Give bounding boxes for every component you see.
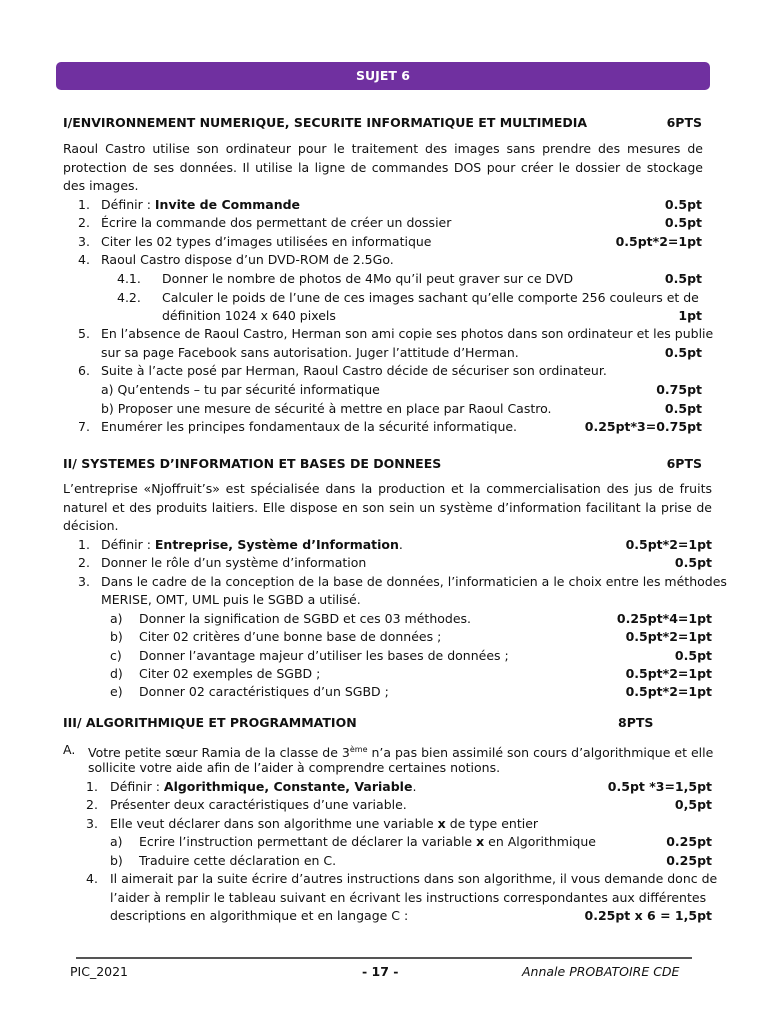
item-number: c) <box>110 648 122 663</box>
s1-q42-text-2: définition 1024 x 640 pixels <box>162 308 336 323</box>
s2-q1-points: 0.5pt*2=1pt <box>625 537 712 552</box>
section-3-title: III/ ALGORITHMIQUE ET PROGRAMMATION <box>63 715 357 730</box>
s1-q42-text-1: Calculer le poids de l’une de ces images sachant qu’elle comporte 256 couleurs et de <box>162 290 699 305</box>
item-number: 4.1. <box>117 271 141 286</box>
s3-q1-points: 0.5pt *3=1,5pt <box>607 779 712 794</box>
item-number: 1. <box>78 197 90 212</box>
item-number: 1. <box>86 779 98 794</box>
s2-qd-text: Citer 02 exemples de SGBD ; <box>139 666 321 681</box>
s2-q2-text: Donner le rôle d’un système d’information <box>101 555 367 570</box>
item-number: 4. <box>86 871 98 886</box>
section-3-points: 8PTS <box>618 715 654 730</box>
s1-q5-text-2: sur sa page Facebook sans autorisation. Juger l’attitude d’Herman. <box>101 345 519 360</box>
s1-q2-points: 0.5pt <box>664 215 702 230</box>
s3-a-text-1: Votre petite sœur Ramia de la classe de 3ème n’a pas bien assimilé son cours d’algorithmique et elle <box>88 745 714 761</box>
item-number: d) <box>110 666 123 681</box>
item-number: 2. <box>86 797 98 812</box>
item-number: 3. <box>86 816 98 831</box>
s3-q4-text-1: Il aimerait par la suite écrire d’autres instructions dans son algorithme, il vous demande donc de <box>110 871 718 886</box>
s1-q6-text: Suite à l’acte posé par Herman, Raoul Castro décide de sécuriser son ordinateur. <box>101 363 607 378</box>
subject-banner: SUJET 6 <box>56 62 710 90</box>
s2-qc-text: Donner l’avantage majeur d’utiliser les bases de données ; <box>139 648 509 663</box>
item-number: e) <box>110 684 123 699</box>
section-2-title: II/ SYSTEMES D’INFORMATION ET BASES DE DONNEES <box>63 456 442 471</box>
s3-q3-text: Elle veut déclarer dans son algorithme une variable x de type entier <box>110 816 539 831</box>
item-number: 4. <box>78 252 90 267</box>
s3-qa-points: 0.25pt <box>666 834 712 849</box>
item-number: b) <box>110 853 123 868</box>
section-2-points: 6PTS <box>666 456 702 471</box>
footer-divider <box>76 957 692 959</box>
s3-q4-text-3: descriptions en algorithmique et en langage C : <box>110 908 409 923</box>
s1-q7-points: 0.25pt*3=0.75pt <box>584 419 702 434</box>
s1-q1-text: Définir : Invite de Commande <box>101 197 301 212</box>
s3-a-text-2: sollicite votre aide afin de l’aider à comprendre certaines notions. <box>88 760 501 775</box>
s2-qe-points: 0.5pt*2=1pt <box>625 684 712 699</box>
s1-q7-text: Enumérer les principes fondamentaux de la sécurité informatique. <box>101 419 518 434</box>
item-number: 1. <box>78 537 90 552</box>
s1-q41-text: Donner le nombre de photos de 4Mo qu’il peut graver sur ce DVD <box>162 271 574 286</box>
s3-q2-text: Présenter deux caractéristiques d’une variable. <box>110 797 407 812</box>
s2-qc-points: 0.5pt <box>674 648 712 663</box>
s1-q5-points: 0.5pt <box>664 345 702 360</box>
s2-q3-text-1: Dans le cadre de la conception de la base de données, l’informaticien a le choix entre les méthodes <box>101 574 727 589</box>
item-number: 5. <box>78 326 90 341</box>
s2-q1-text: Définir : Entreprise, Système d’Information. <box>101 537 403 552</box>
s2-qd-points: 0.5pt*2=1pt <box>625 666 712 681</box>
footer-left: PIC_2021 <box>70 964 129 979</box>
s1-q4-text: Raoul Castro dispose d’un DVD-ROM de 2.5Go. <box>101 252 394 267</box>
section-2-intro: L’entreprise «Njoffruit’s» est spécialisée dans la production et la commercialisation des jus de fruits naturel et des produits laitiers. Elle dispose en son sein un système d’information facilitant la prise de décision. <box>63 481 712 533</box>
s1-q6a-text: a) Qu’entends – tu par sécurité informatique <box>101 382 380 397</box>
item-number: 6. <box>78 363 90 378</box>
s3-qb-points: 0.25pt <box>666 853 712 868</box>
s3-q1-text: Définir : Algorithmique, Constante, Variable. <box>110 779 417 794</box>
item-letter: A. <box>63 742 76 757</box>
item-number: 4.2. <box>117 290 141 305</box>
s2-qb-points: 0.5pt*2=1pt <box>625 629 712 644</box>
s1-q3-text: Citer les 02 types d’images utilisées en informatique <box>101 234 432 249</box>
item-number: 3. <box>78 234 90 249</box>
item-number: 7. <box>78 419 90 434</box>
s2-qe-text: Donner 02 caractéristiques d’un SGBD ; <box>139 684 389 699</box>
s1-q3-points: 0.5pt*2=1pt <box>615 234 702 249</box>
s1-q2-text: Écrire la commande dos permettant de créer un dossier <box>101 215 452 230</box>
s2-q3-text-2: MERISE, OMT, UML puis le SGBD a utilisé. <box>101 592 361 607</box>
s2-qa-points: 0.25pt*4=1pt <box>616 611 712 626</box>
s1-q41-points: 0.5pt <box>664 271 702 286</box>
item-number: 2. <box>78 555 90 570</box>
s3-qa-text: Ecrire l’instruction permettant de déclarer la variable x en Algorithmique <box>139 834 596 849</box>
section-1-points: 6PTS <box>666 115 702 130</box>
item-number: b) <box>110 629 123 644</box>
item-number: 2. <box>78 215 90 230</box>
s2-qb-text: Citer 02 critères d’une bonne base de données ; <box>139 629 442 644</box>
item-number: a) <box>110 611 123 626</box>
s1-q5-text-1: En l’absence de Raoul Castro, Herman son ami copie ses photos dans son ordinateur et les publie <box>101 326 714 341</box>
s2-q2-points: 0.5pt <box>674 555 712 570</box>
item-number: 3. <box>78 574 90 589</box>
item-number: a) <box>110 834 123 849</box>
s1-q6a-points: 0.75pt <box>656 382 702 397</box>
s1-q6b-points: 0.5pt <box>664 401 702 416</box>
s2-qa-text: Donner la signification de SGBD et ces 03 méthodes. <box>139 611 472 626</box>
s3-qb-text: Traduire cette déclaration en C. <box>139 853 337 868</box>
s1-q6b-text: b) Proposer une mesure de sécurité à mettre en place par Raoul Castro. <box>101 401 552 416</box>
section-1-intro: Raoul Castro utilise son ordinateur pour le traitement des images sans prendre des mesures de protection de ses données. Il utilise la ligne de commandes DOS pour créer le dossier de stockage des images. <box>63 141 703 193</box>
s3-q4-text-2: l’aider à remplir le tableau suivant en écrivant les instructions correspondantes aux différentes <box>110 890 707 905</box>
s1-q1-points: 0.5pt <box>664 197 702 212</box>
footer-right: Annale PROBATOIRE CDE <box>522 964 680 979</box>
s1-q42-points: 1pt <box>678 308 702 323</box>
page-number: - 17 - <box>362 964 399 979</box>
section-1-title: I/ENVIRONNEMENT NUMERIQUE, SECURITE INFORMATIQUE ET MULTIMEDIA <box>63 115 588 130</box>
s3-q4-points: 0.25pt x 6 = 1,5pt <box>584 908 712 923</box>
s3-q2-points: 0,5pt <box>674 797 712 812</box>
